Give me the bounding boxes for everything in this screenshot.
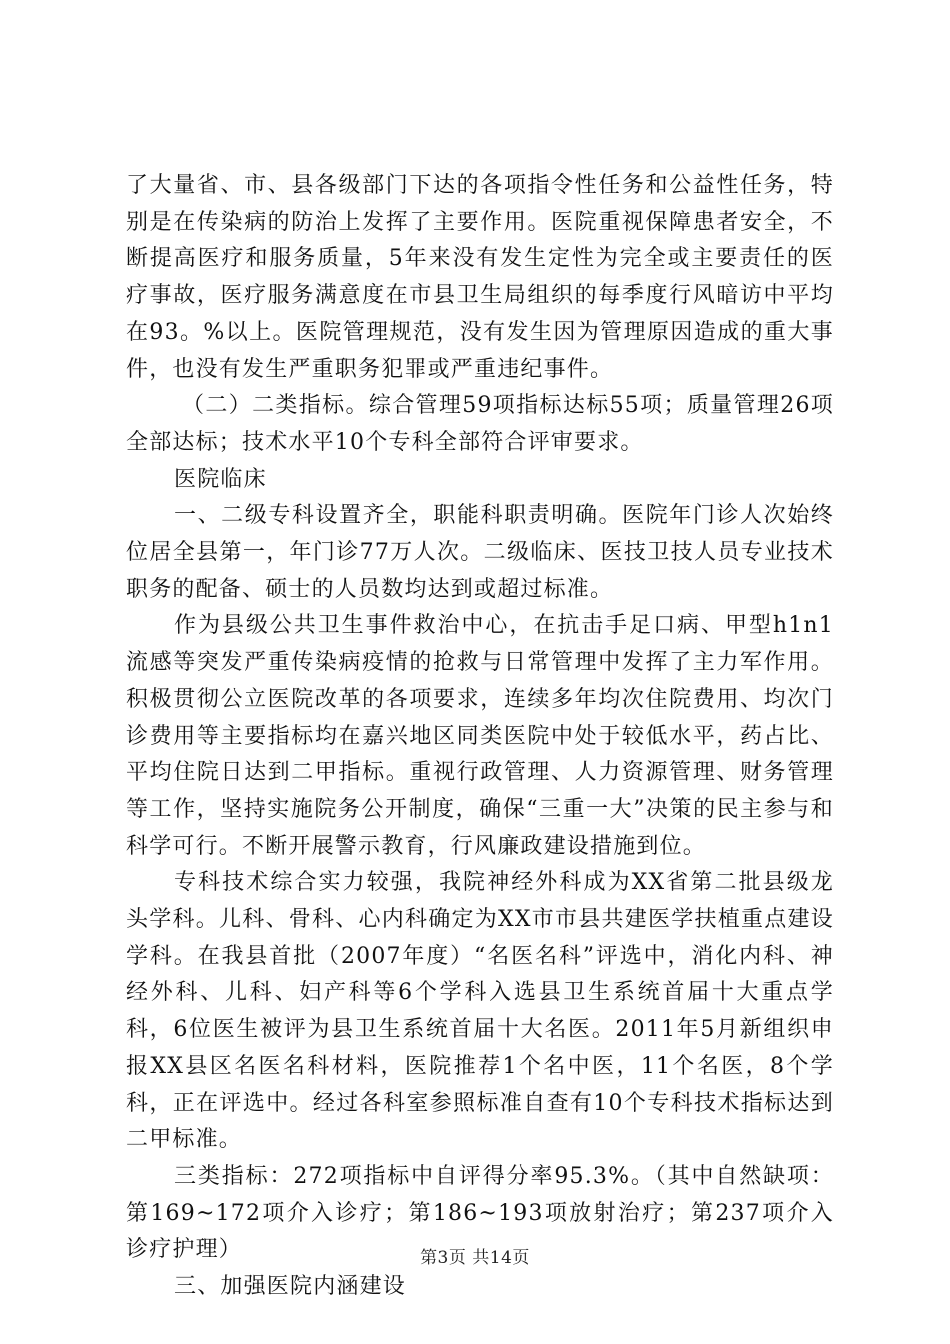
- section-heading-connotation: 三、加强医院内涵建设: [174, 1274, 407, 1300]
- paragraph-public-health: 作为县级公共卫生事件救治中心，在抗击手足口病、甲型h1n1流感等突发严重传染病疫情的抢救与日常管理中发挥了主力军作用。积极贯彻公立医院改革的各项要求，连续多年均次住院费用、均次门诊费用等主要指标均在嘉兴地区同类医院中处于较低水平，药占比、平均住院日达到二甲指标。重视行政管理、人力资源管理、财务管理等工作，坚持实施院务公开制度，确保“三重一大”决策的民主参与和科学可行。不断开展警示教育，行风廉政建设措施到位。: [126, 613, 834, 859]
- page-number-footer: 第3页 共14页: [420, 1248, 530, 1268]
- paragraph-tasks-and-safety: 了大量省、市、县各级部门下达的各项指令性任务和公益性任务，特别是在传染病的防治上发挥了主要作用。医院重视保障患者安全，不断提高医疗和服务质量，5年来没有发生定性为完全或主要责任的医疗事故，医疗服务满意度在市县卫生局组织的每季度行风暗访中平均在93。%以上。医院管理规范，没有发生因为管理原因造成的重大事件，也没有发生严重职务犯罪或严重违纪事件。: [126, 173, 834, 382]
- section-heading-clinical: 医院临床: [174, 466, 267, 492]
- paragraph-departments: 一、二级专科设置齐全，职能科职责明确。医院年门诊人次始终位居全县第一，年门诊77万人次。二级临床、医技卫技人员专业技术职务的配备、硕士的人员数均达到或超过标准。: [126, 503, 834, 602]
- document-body: [126, 168, 834, 1306]
- paragraph-specialties: 专科技术综合实力较强，我院神经外科成为XX省第二批县级龙头学科。儿科、骨科、心内科确定为XX市市县共建医学扶植重点建设学科。在我县首批（2007年度）“名医名科”评选中，消化内科、神经外科、儿科、妇产科等6个学科入选县卫生系统首届十大重点学科，6位医生被评为县卫生系统首届十大名医。2011年5月新组织申报XX县区名医名科材料，医院推荐1个名中医，11个名医，8个学科，正在评选中。经过各科室参照标准自查有10个专科技术指标达到二甲标准。: [126, 870, 834, 1153]
- paragraph-class-two-indicators: （二）二类指标。综合管理59项指标达标55项；质量管理26项全部达标；技术水平10个专科全部符合评审要求。: [126, 393, 834, 455]
- paragraph-class-three-indicators: 三类指标：272项指标中自评得分率95.3%。（其中自然缺项：第169~172项介入诊疗；第186~193项放射治疗；第237项介入诊疗护理）: [126, 1163, 834, 1263]
